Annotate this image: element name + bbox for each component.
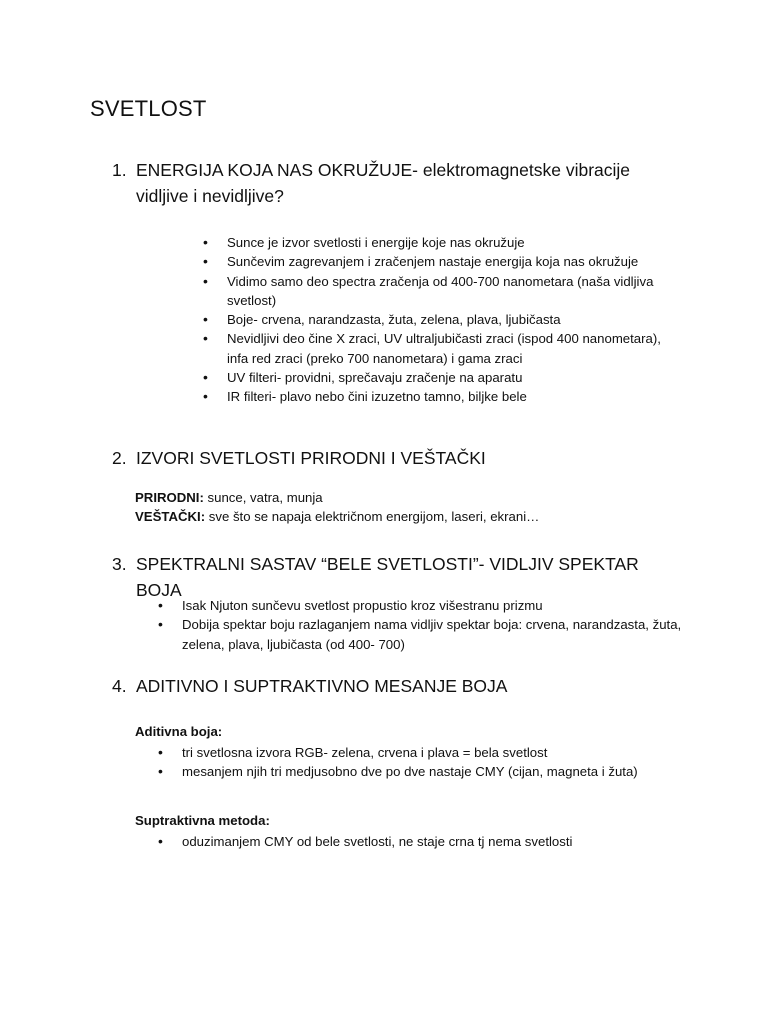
section-title: SPEKTRALNI SASTAV “BELE SVETLOSTI”- VIDLJIV SPEKTAR BOJA: [136, 554, 639, 600]
list-item: • Sunce je izvor svetlosti i energije koje nas okružuje: [203, 233, 683, 252]
source-label: VEŠTAČKI:: [135, 509, 206, 524]
additive-bullet-list: [158, 743, 698, 782]
section-number: 1.: [112, 160, 127, 180]
section-3-bullet-list: [158, 596, 688, 654]
section-number: 2.: [112, 448, 127, 468]
list-item: • Sunčevim zagrevanjem i zračenjem nastaje energija koja nas okružuje: [203, 252, 683, 271]
section-1-bullet-list: [203, 233, 683, 407]
list-item: • Dobija spektar boju razlaganjem nama vidljiv spektar boja: crvena, narandzasta, žuta, zelena, plava, ljubičasta (od 400- 700): [158, 615, 688, 654]
list-item: • tri svetlosna izvora RGB- zelena, crvena i plava = bela svetlost: [158, 743, 698, 762]
list-item: • Isak Njuton sunčevu svetlost propustio kroz višestranu prizmu: [158, 596, 688, 615]
section-2-heading: [112, 445, 676, 471]
list-item: • oduzimanjem CMY od bele svetlosti, ne staje crna tj nema svetlosti: [158, 832, 698, 851]
source-label: PRIRODNI:: [135, 490, 204, 505]
list-item: • mesanjem njih tri medjusobno dve po dve nastaje CMY (cijan, magneta i žuta): [158, 762, 698, 781]
section-title: IZVORI SVETLOSTI PRIRODNI I VEŠTAČKI: [136, 448, 486, 468]
list-item: • IR filteri- plavo nebo čini izuzetno tamno, biljke bele: [203, 387, 683, 406]
list-item: • Nevidljivi deo čine X zraci, UV ultraljubičasti zraci (ispod 400 nanometara), infa red zraci (preko 700 nanometara) i gama zraci: [203, 329, 683, 368]
section-title: ADITIVNO I SUPTRAKTIVNO MESANJE BOJA: [136, 676, 508, 696]
section-4-heading: [112, 673, 676, 699]
section-number: 4.: [112, 676, 127, 696]
document-title: SVETLOST: [90, 96, 207, 121]
source-line-artificial: [135, 507, 539, 526]
section-1-heading: [112, 157, 676, 209]
section-number: 3.: [112, 554, 127, 574]
list-item: • Vidimo samo deo spectra zračenja od 400-700 nanometara (naša vidljiva svetlost): [203, 272, 683, 311]
additive-label: Aditivna boja:: [135, 724, 223, 739]
source-text: sunce, vatra, munja: [203, 490, 323, 505]
source-text: sve što se napaja električnom energijom, laseri, ekrani…: [205, 509, 540, 524]
list-item: • Boje- crvena, narandzasta, žuta, zelena, plava, ljubičasta: [203, 310, 683, 329]
subtractive-label: Suptraktivna metoda:: [135, 813, 270, 828]
list-item: • UV filteri- providni, sprečavaju zračenje na aparatu: [203, 368, 683, 387]
subtractive-bullet-list: [158, 832, 698, 851]
section-title: ENERGIJA KOJA NAS OKRUŽUJE- elektromagnetske vibracije vidljive i nevidljive?: [136, 160, 631, 206]
source-line-natural: [135, 488, 323, 507]
